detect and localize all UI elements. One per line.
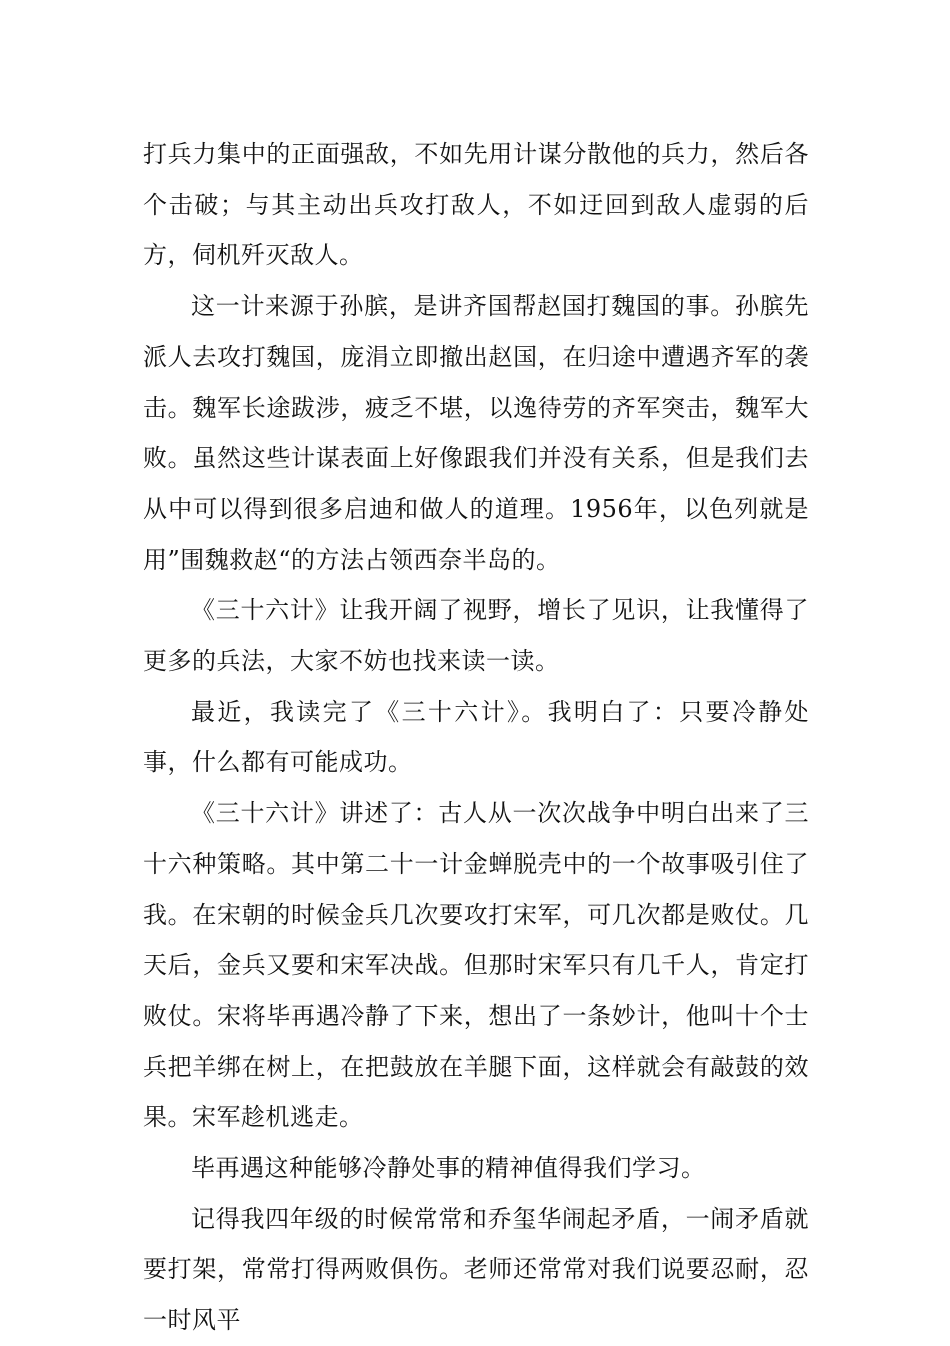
paragraph: 这一计来源于孙膑，是讲齐国帮赵国打魏国的事。孙膑先派人去攻打魏国，庞涓立即撤出赵国，在归途中遭遇齐军的袭击。魏军长途跋涉，疲乏不堪，以逸待劳的齐军突击，魏军大败。虽然这些计谋表面上好像跟我们并没有关系，但是我们去从中可以得到很多启迪和做人的道理。1956年，以色列就是用”围魏救赵“的方法占领西奈半岛的。	[143, 292, 809, 574]
paragraph: 记得我四年级的时候常常和乔玺华闹起矛盾，一闹矛盾就要打架，常常打得两败俱伤。老师还常常对我们说要忍耐，忍一时风平	[143, 1204, 809, 1335]
paragraph: 《三十六计》讲述了：古人从一次次战争中明白出来了三十六种策略。其中第二十一计金蝉脱壳中的一个故事吸引住了我。在宋朝的时候金兵几次要攻打宋军，可几次都是败仗。几天后，金兵又要和宋军决战。但那时宋军只有几千人，肯定打败仗。宋将毕再遇冷静了下来，想出了一条妙计，他叫十个士兵把羊绑在树上，在把鼓放在羊腿下面，这样就会有敲鼓的效果。宋军趁机逃走。	[143, 799, 809, 1132]
paragraph: 毕再遇这种能够冷静处事的精神值得我们学习。	[191, 1154, 706, 1183]
paragraph: 《三十六计》让我开阔了视野，增长了见识，让我懂得了更多的兵法，大家不妨也找来读一读。	[143, 596, 809, 676]
document-body	[143, 129, 809, 1346]
paragraph: 最近，我读完了《三十六计》。我明白了：只要冷静处事，什么都有可能成功。	[143, 697, 809, 777]
paragraph-continued: 打兵力集中的正面强敌，不如先用计谋分散他的兵力，然后各个击破；与其主动出兵攻打敌人，不如迂回到敌人虚弱的后方，伺机歼灭敌人。	[143, 140, 809, 270]
